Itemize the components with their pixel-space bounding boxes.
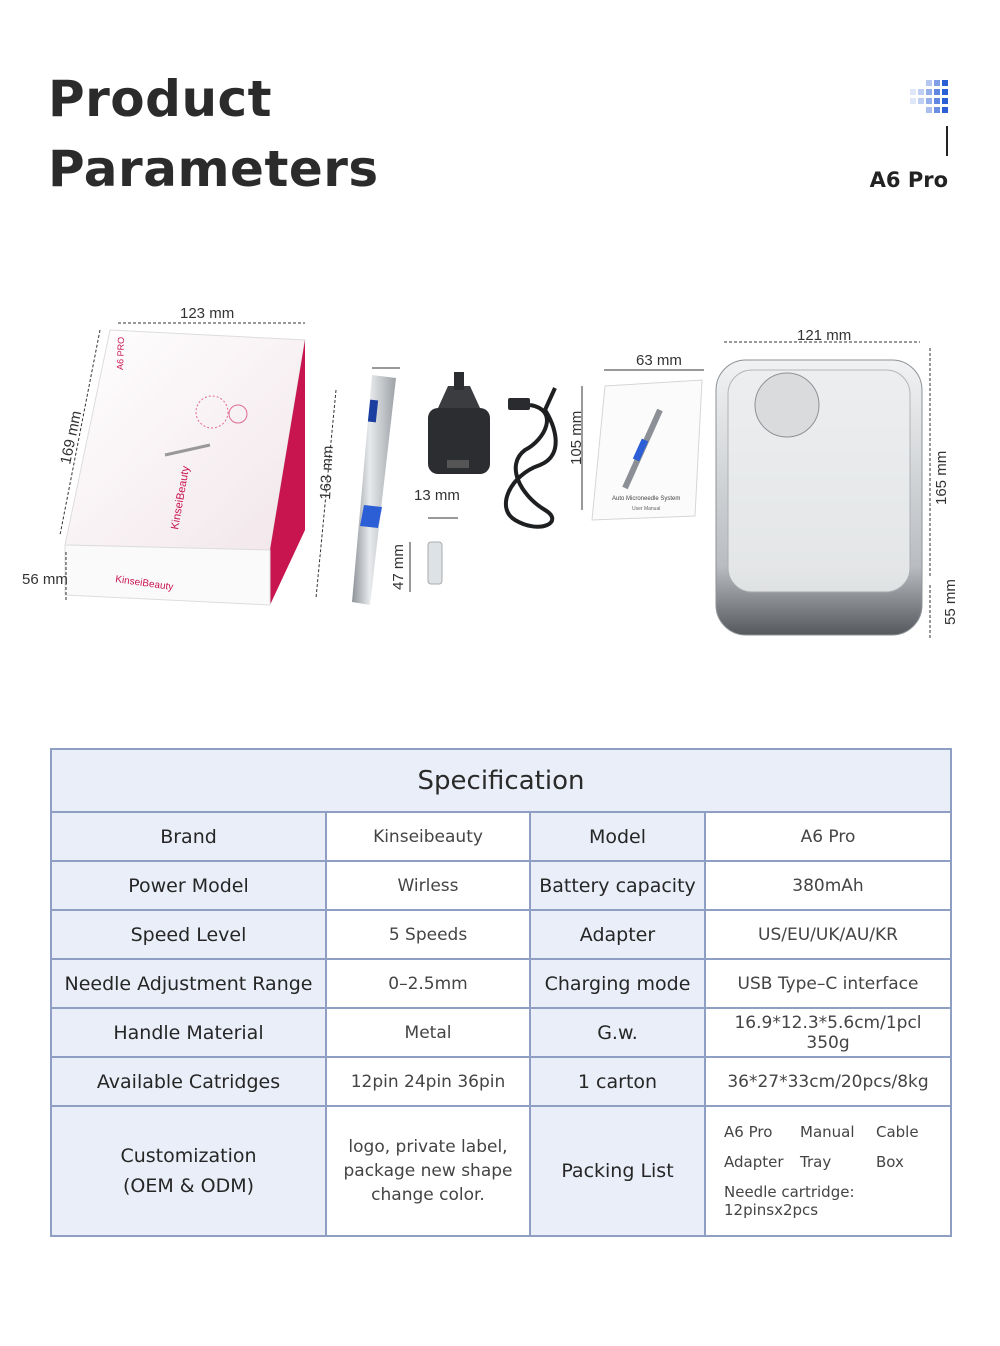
spec-title: Specification <box>51 749 951 812</box>
tray-depth-label: 55 mm <box>942 579 959 625</box>
grid-squares-icon <box>908 80 952 114</box>
spec-value: A6 Pro <box>705 812 951 861</box>
spec-value: US/EU/UK/AU/KR <box>705 910 951 959</box>
spec-value: 380mAh <box>705 861 951 910</box>
customization-value-line1: logo, private label, <box>348 1137 508 1157</box>
box-brand: KinseiBeauty <box>169 465 193 531</box>
table-row <box>51 959 951 1008</box>
spec-label: Power Model <box>51 861 326 910</box>
table-row <box>51 1106 951 1236</box>
box-width-label: 123 mm <box>180 305 235 322</box>
page-title-line2: Parameters <box>48 140 379 198</box>
table-row <box>51 910 951 959</box>
model-name: A6 Pro <box>869 168 948 192</box>
list-item: Box <box>876 1153 904 1171</box>
spec-label: Battery capacity <box>530 861 705 910</box>
customization-label-line2: (OEM & ODM) <box>122 1175 255 1197</box>
storage-tray <box>716 327 959 638</box>
spec-value: 0–2.5mm <box>326 959 530 1008</box>
specification-table <box>50 748 952 1237</box>
manual-height-label: 105 mm <box>568 410 585 465</box>
box-side-text: A6 PRO <box>115 336 127 371</box>
cartridge-width-label: 13 mm <box>414 487 460 504</box>
tray-height-label: 165 mm <box>933 450 950 505</box>
manual-title: Auto Microneedle System <box>612 496 681 502</box>
cartridge-length-label: 47 mm <box>390 544 407 590</box>
customization-label-line1: Customization <box>120 1145 257 1167</box>
spec-value: 5 Speeds <box>326 910 530 959</box>
table-row <box>51 861 951 910</box>
page-title-line1: Product <box>48 70 273 128</box>
usb-cable <box>506 388 556 527</box>
product-illustration <box>0 260 1000 700</box>
list-item: Tray <box>800 1153 832 1171</box>
gift-box <box>22 305 305 605</box>
spec-label: Speed Level <box>51 910 326 959</box>
list-item: Cable <box>876 1123 919 1141</box>
box-height-label: 169 mm <box>57 409 86 466</box>
tray-width-label: 121 mm <box>797 327 852 344</box>
spec-value: 36*27*33cm/20pcs/8kg <box>705 1057 951 1106</box>
spec-value: USB Type–C interface <box>705 959 951 1008</box>
customization-value-line2: package new shape <box>343 1161 513 1181</box>
microneedle-pen <box>316 368 400 605</box>
list-item: Manual <box>800 1123 855 1141</box>
list-item: A6 Pro <box>724 1123 773 1141</box>
spec-value: Metal <box>326 1008 530 1057</box>
list-item-note: Needle cartridge: 12pinsx2pcs <box>724 1183 855 1219</box>
spec-value: 16.9*12.3*5.6cm/1pcl 350g <box>705 1008 951 1057</box>
table-row <box>51 1008 951 1057</box>
packing-list <box>705 1106 951 1236</box>
needle-cartridge <box>390 487 460 592</box>
spec-label: G.w. <box>530 1008 705 1057</box>
customization-label <box>51 1106 326 1236</box>
spec-label: Needle Adjustment Range <box>51 959 326 1008</box>
manual-subtitle: User Manual <box>632 506 661 512</box>
table-row <box>51 1057 951 1106</box>
packing-list-label: Packing List <box>530 1106 705 1236</box>
pen-length-label: 163 mm <box>317 445 337 501</box>
customization-value-line3: change color. <box>371 1185 485 1205</box>
spec-value: 12pin 24pin 36pin <box>326 1057 530 1106</box>
spec-value: Kinseibeauty <box>326 812 530 861</box>
spec-label: Model <box>530 812 705 861</box>
spec-label: Adapter <box>530 910 705 959</box>
table-row <box>51 812 951 861</box>
spec-label: Brand <box>51 812 326 861</box>
spec-label: 1 carton <box>530 1057 705 1106</box>
spec-value: Wirless <box>326 861 530 910</box>
user-manual <box>568 352 704 520</box>
spec-label: Handle Material <box>51 1008 326 1057</box>
divider-line <box>946 126 948 156</box>
spec-label: Available Catridges <box>51 1057 326 1106</box>
box-depth-label: 56 mm <box>22 571 68 588</box>
manual-width-label: 63 mm <box>636 352 682 369</box>
customization-value <box>326 1106 530 1236</box>
power-adapter <box>428 372 490 474</box>
spec-label: Charging mode <box>530 959 705 1008</box>
box-brand-front: KinseiBeauty <box>114 574 174 594</box>
list-item: Adapter <box>724 1153 784 1171</box>
